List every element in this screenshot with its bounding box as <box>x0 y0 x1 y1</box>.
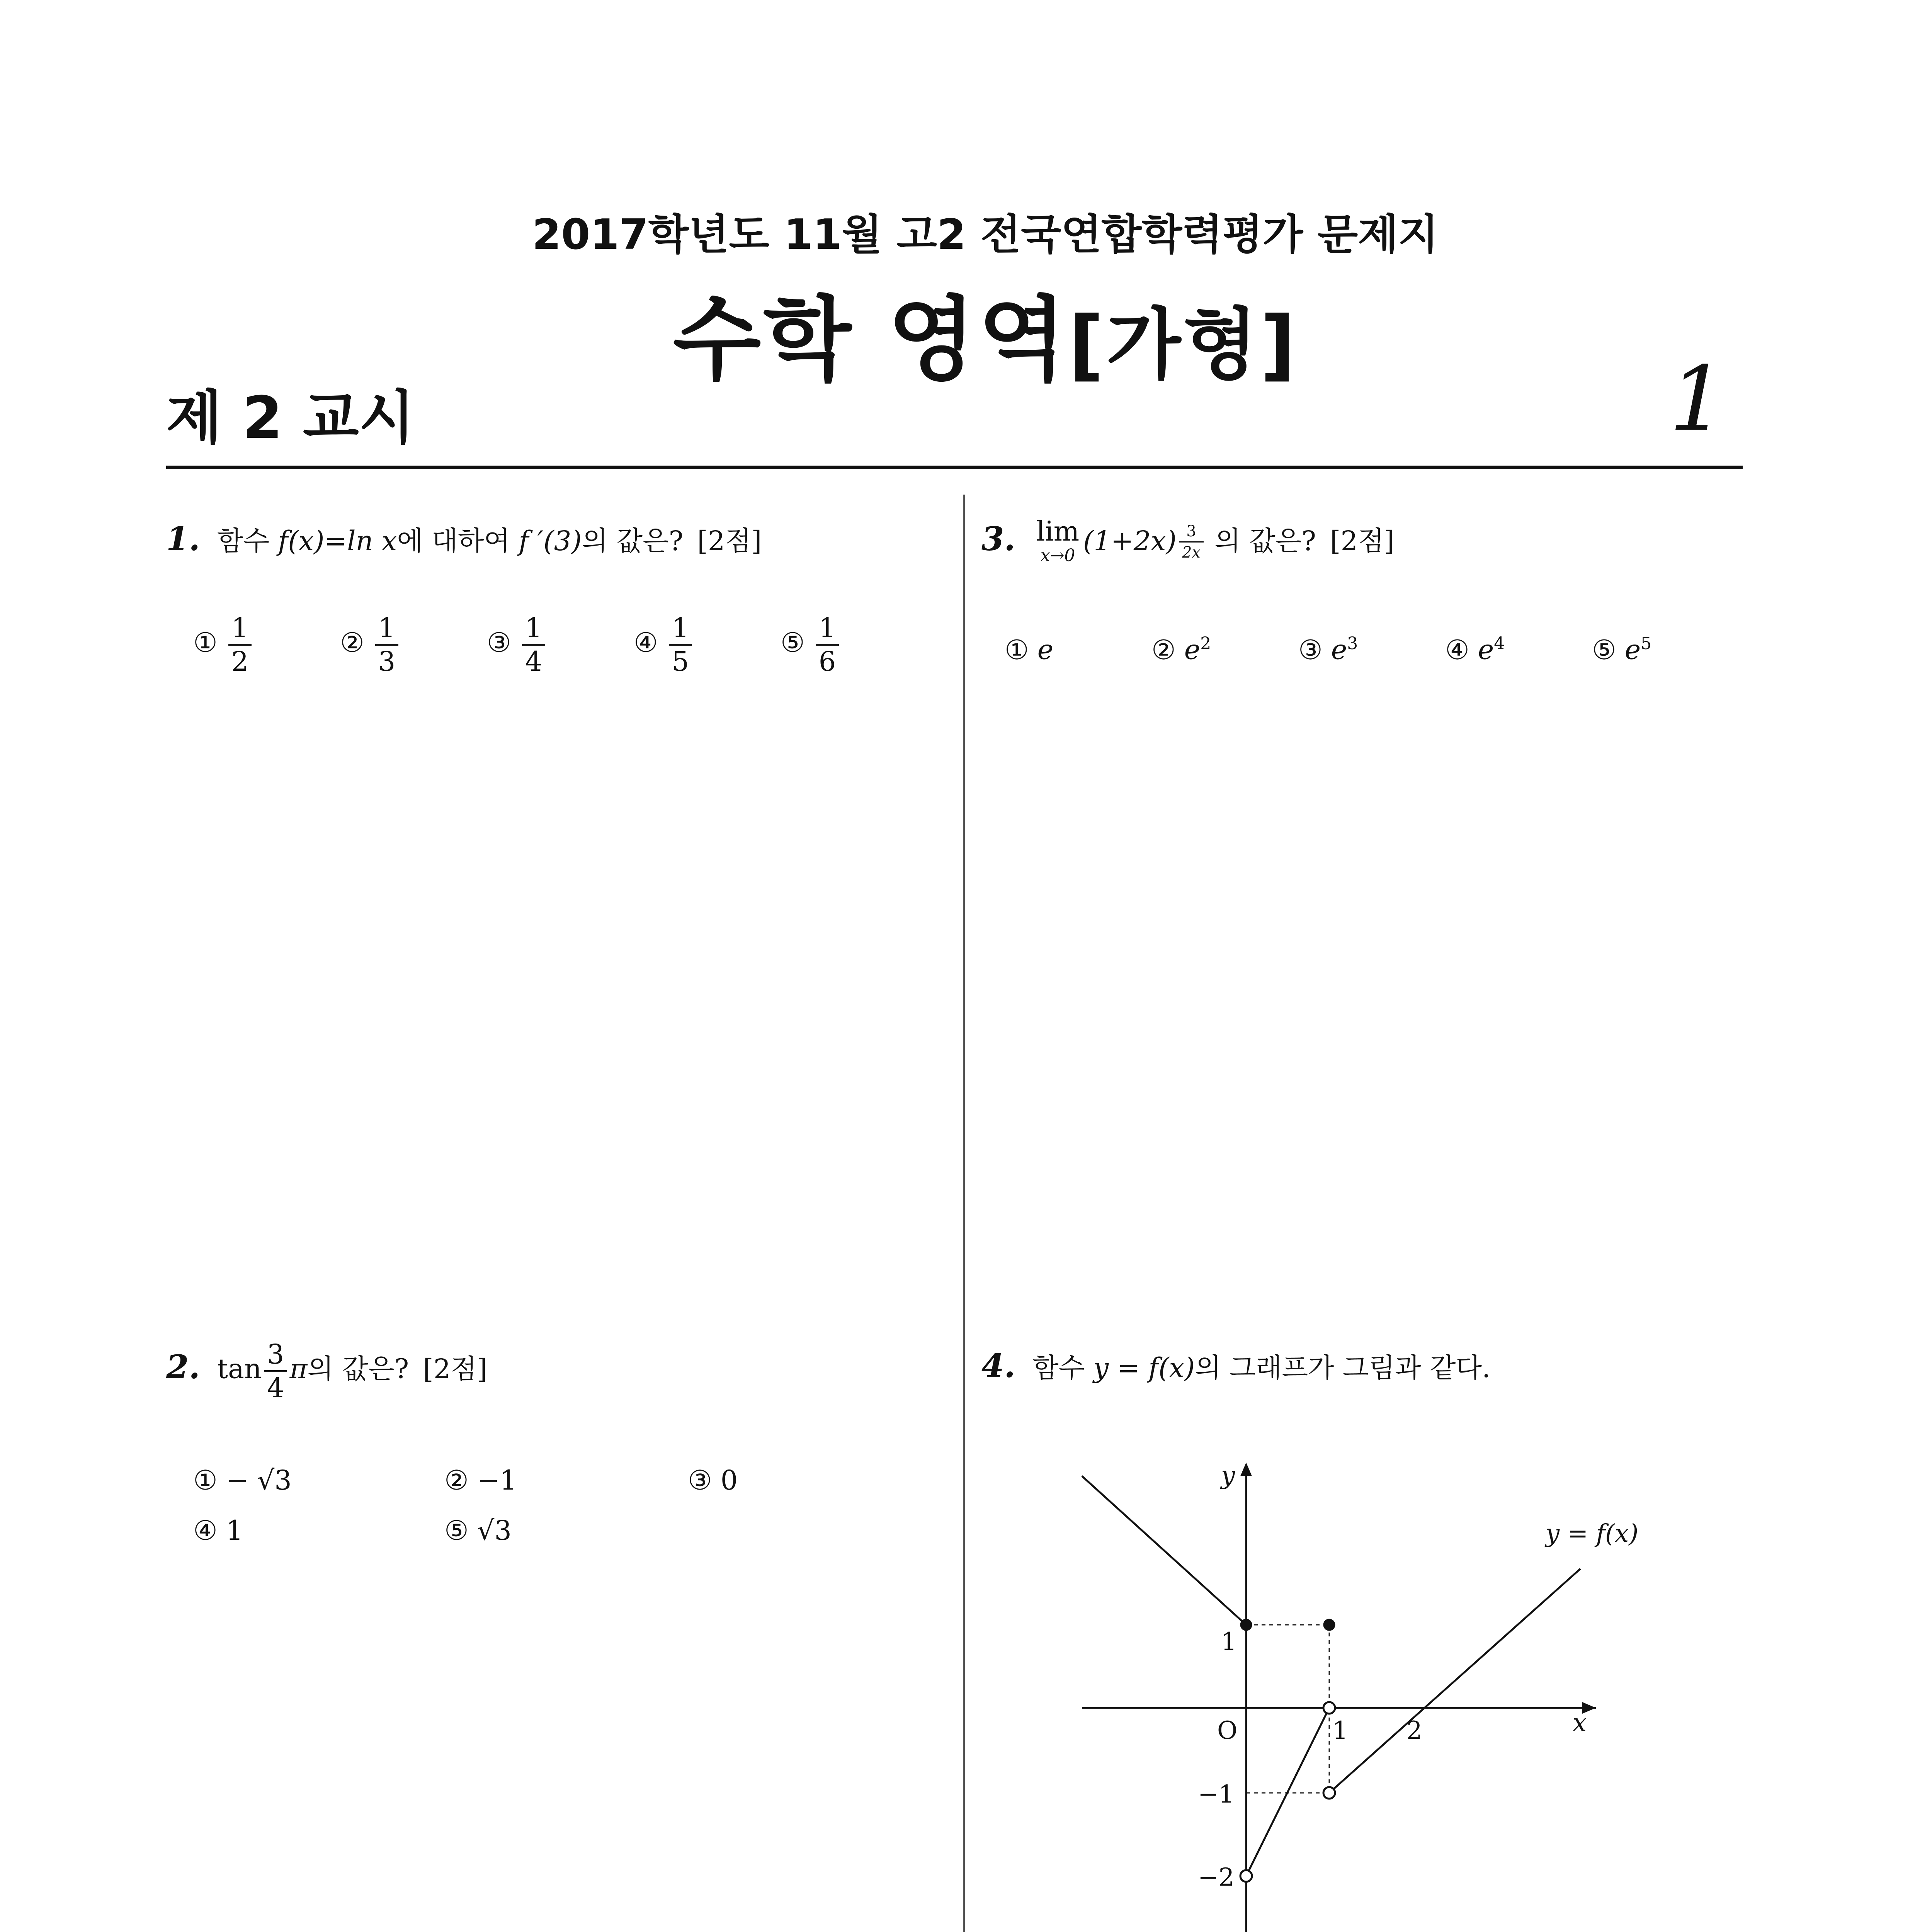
limit-label: lim <box>1036 515 1080 547</box>
page-number: 1 <box>1669 348 1726 451</box>
question-number: 1. <box>166 520 200 558</box>
choice-mark: ① <box>193 626 218 658</box>
choice-value: e <box>1184 634 1201 666</box>
math-expression: (1+2x) <box>1083 525 1177 557</box>
exam-title-main: 수학 영역 <box>673 287 1069 393</box>
choice-mark: ② <box>340 626 364 658</box>
choice-mark: ③ <box>487 626 511 658</box>
points-label: [2점] <box>697 525 762 557</box>
choice-mark: ④ <box>634 626 658 658</box>
choice-value: −1 <box>477 1464 517 1496</box>
question-text: 에 대하여 <box>397 525 510 557</box>
choice-exponent: 3 <box>1347 634 1358 653</box>
denominator: 5 <box>669 644 692 675</box>
choice-value: − √3 <box>226 1464 292 1496</box>
math-expression: y = f(x) <box>1093 1352 1195 1384</box>
denominator: 6 <box>816 644 839 675</box>
y-axis-arrow <box>1240 1463 1252 1476</box>
choice-exponent: 4 <box>1494 634 1505 653</box>
choice-mark: ④ <box>1445 634 1469 666</box>
question-number: 3. <box>981 520 1015 558</box>
session-label: 제 2 교시 <box>166 384 415 452</box>
x-axis-label: x <box>1573 1709 1587 1737</box>
question-text: 의 값은? <box>1214 525 1316 557</box>
limit-subscript: x→0 <box>1040 546 1075 565</box>
origin-label: O <box>1217 1716 1238 1745</box>
filled-point <box>1240 1619 1252 1631</box>
y-tick-minus-1: −1 <box>1198 1780 1235 1809</box>
choice-mark: ③ <box>688 1464 712 1496</box>
numerator: 1 <box>525 612 543 644</box>
choice-exponent: 2 <box>1200 634 1211 653</box>
math-function: tan <box>217 1353 262 1385</box>
y-tick-1: 1 <box>1221 1628 1237 1656</box>
question-text: 의 값은? <box>307 1353 409 1385</box>
curve-label: y = f(x) <box>1546 1519 1639 1548</box>
question-text: 함수 <box>217 525 270 557</box>
denominator: 2 <box>228 644 252 675</box>
denominator: 4 <box>522 644 546 675</box>
y-tick-minus-2: −2 <box>1198 1863 1235 1892</box>
math-expression: f(x) <box>278 525 325 557</box>
choice-mark: ③ <box>1298 634 1323 666</box>
math-operator: = <box>324 525 347 557</box>
choice-mark: ⑤ <box>444 1515 469 1546</box>
choice-mark: ⑤ <box>781 626 805 658</box>
x-tick-1: 1 <box>1332 1716 1348 1745</box>
choice-mark: ② <box>1151 634 1176 666</box>
question-text: 의 값은? <box>582 525 684 557</box>
question-text: 함수 <box>1032 1352 1085 1384</box>
points-label: [2점] <box>1330 525 1395 557</box>
choice-value: e <box>1037 634 1054 666</box>
curve-segment-right <box>1329 1569 1580 1793</box>
curve-segment-middle <box>1246 1708 1329 1876</box>
choice-value: e <box>1624 634 1641 666</box>
choice-mark: ① <box>1005 634 1029 666</box>
question-number: 4. <box>981 1347 1015 1385</box>
numerator: 1 <box>818 612 836 644</box>
numerator: 1 <box>672 612 689 644</box>
x-tick-2: 2 <box>1406 1716 1422 1745</box>
exam-subtitle: 2017학년도 11월 고2 전국연합학력평가 문제지 <box>532 211 1439 259</box>
denominator: 4 <box>264 1370 287 1401</box>
question-number: 2. <box>166 1347 200 1386</box>
points-label: [2점] <box>423 1353 488 1385</box>
choice-exponent: 5 <box>1641 634 1652 653</box>
open-point <box>1323 1787 1335 1799</box>
choice-mark: ⑤ <box>1592 634 1616 666</box>
open-point <box>1240 1870 1252 1882</box>
curve-segment-left <box>1082 1476 1246 1625</box>
choice-value: 1 <box>226 1515 243 1546</box>
numerator: 3 <box>1186 522 1196 540</box>
numerator: 1 <box>231 612 249 644</box>
math-expression: f ′(3) <box>519 525 582 557</box>
question-text: 의 그래프가 그림과 같다. <box>1195 1352 1491 1384</box>
filled-point <box>1323 1619 1335 1631</box>
choice-value: e <box>1331 634 1347 666</box>
choice-mark: ② <box>444 1464 469 1496</box>
choice-value: e <box>1478 634 1494 666</box>
denominator: 3 <box>375 644 399 675</box>
choice-value: √3 <box>477 1515 512 1546</box>
exam-title-type: [가형] <box>1068 300 1298 390</box>
open-point <box>1323 1702 1335 1714</box>
numerator: 1 <box>378 612 396 644</box>
math-expression: ln x <box>347 525 397 557</box>
denominator: 2x <box>1179 541 1204 560</box>
choice-mark: ① <box>193 1464 218 1496</box>
choice-value: 0 <box>720 1464 738 1496</box>
pi-symbol: π <box>289 1353 308 1385</box>
y-axis-label: y <box>1221 1461 1235 1490</box>
choice-mark: ④ <box>193 1515 218 1546</box>
numerator: 3 <box>267 1338 284 1370</box>
